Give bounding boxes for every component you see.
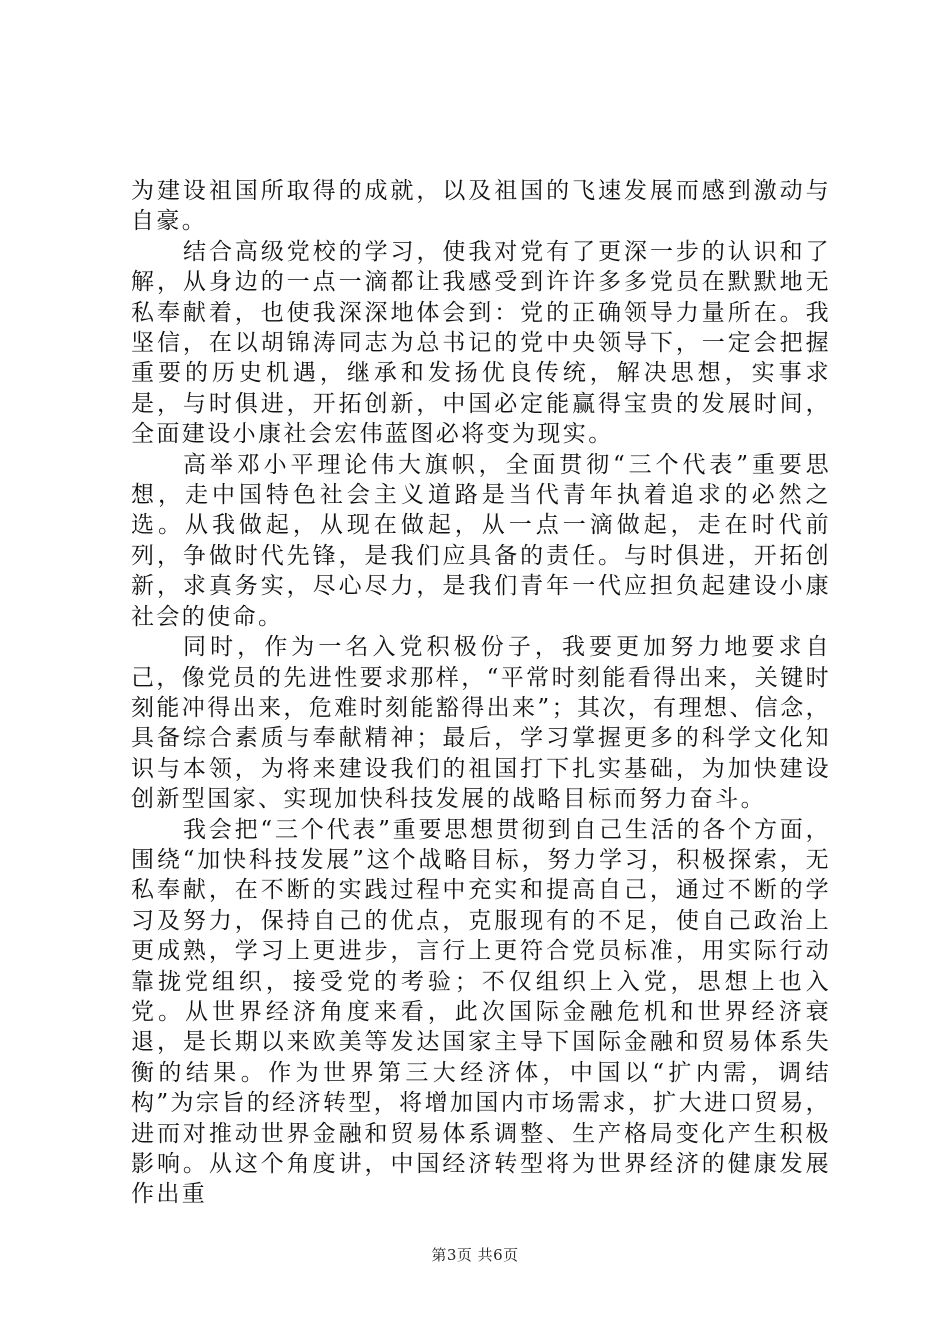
- page-footer: 第3页 共6页: [431, 1246, 519, 1264]
- paragraph-2: 结合高级党校的学习，使我对党有了更深一步的认识和了解，从身边的一点一滴都让我感受到许许多多党员在默默地无私奉献着，也使我深深地体会到：党的正确领导力量所在。我坚信，在以胡锦涛同志为总书记的党中央领导下，一定会把握重要的历史机遇，继承和发扬优良传统，解决思想，实事求是，与时俱进，开拓创新，中国必定能赢得宝贵的发展时间，全面建设小康社会宏伟蓝图必将变为现实。: [131, 238, 831, 448]
- document-body: [131, 176, 831, 1210]
- paragraph-3: 高举邓小平理论伟大旗帜，全面贯彻“三个代表”重要思想，走中国特色社会主义道路是当代青年执着追求的必然之选。从我做起，从现在做起，从一点一滴做起，走在时代前列，争做时代先锋，是我们应具备的责任。与时俱进，开拓创新，求真务实，尽心尽力，是我们青年一代应担负起建设小康社会的使命。: [131, 451, 831, 630]
- paragraph-1: 为建设祖国所取得的成就，以及祖国的飞速发展而感到激动与自豪。: [131, 178, 831, 235]
- paragraph-4: 同时，作为一名入党积极份子，我要更加努力地要求自己，像党员的先进性要求那样，“平常时刻能看得出来，关键时刻能冲得出来，危难时刻能豁得出来”；其次，有理想、信念，具备综合素质与奉献精神；最后，学习掌握更多的科学文化知识与本领，为将来建设我们的祖国打下扎实基础，为加快建设创新型国家、实现加快科技发展的战略目标而努力奋斗。: [131, 634, 831, 813]
- paragraph-5: 我会把“三个代表”重要思想贯彻到自己生活的各个方面，围绕“加快科技发展”这个战略目标，努力学习，积极探索，无私奉献，在不断的实践过程中充实和提高自己，通过不断的学习及努力，保持自己的优点，克服现有的不足，使自己政治上更成熟，学习上更进步，言行上更符合党员标准，用实际行动靠拢党组织，接受党的考验；不仅组织上入党，思想上也入党。从世界经济角度来看，此次国际金融危机和世界经济衰退，是长期以来欧美等发达国家主导下国际金融和贸易体系失衡的结果。作为世界第三大经济体，中国以“扩内需，调结构”为宗旨的经济转型，将增加国内市场需求，扩大进口贸易，进而对推动世界金融和贸易体系调整、生产格局变化产生积极影响。从这个角度讲，中国经济转型将为世界经济的健康发展作出重: [131, 816, 831, 1208]
